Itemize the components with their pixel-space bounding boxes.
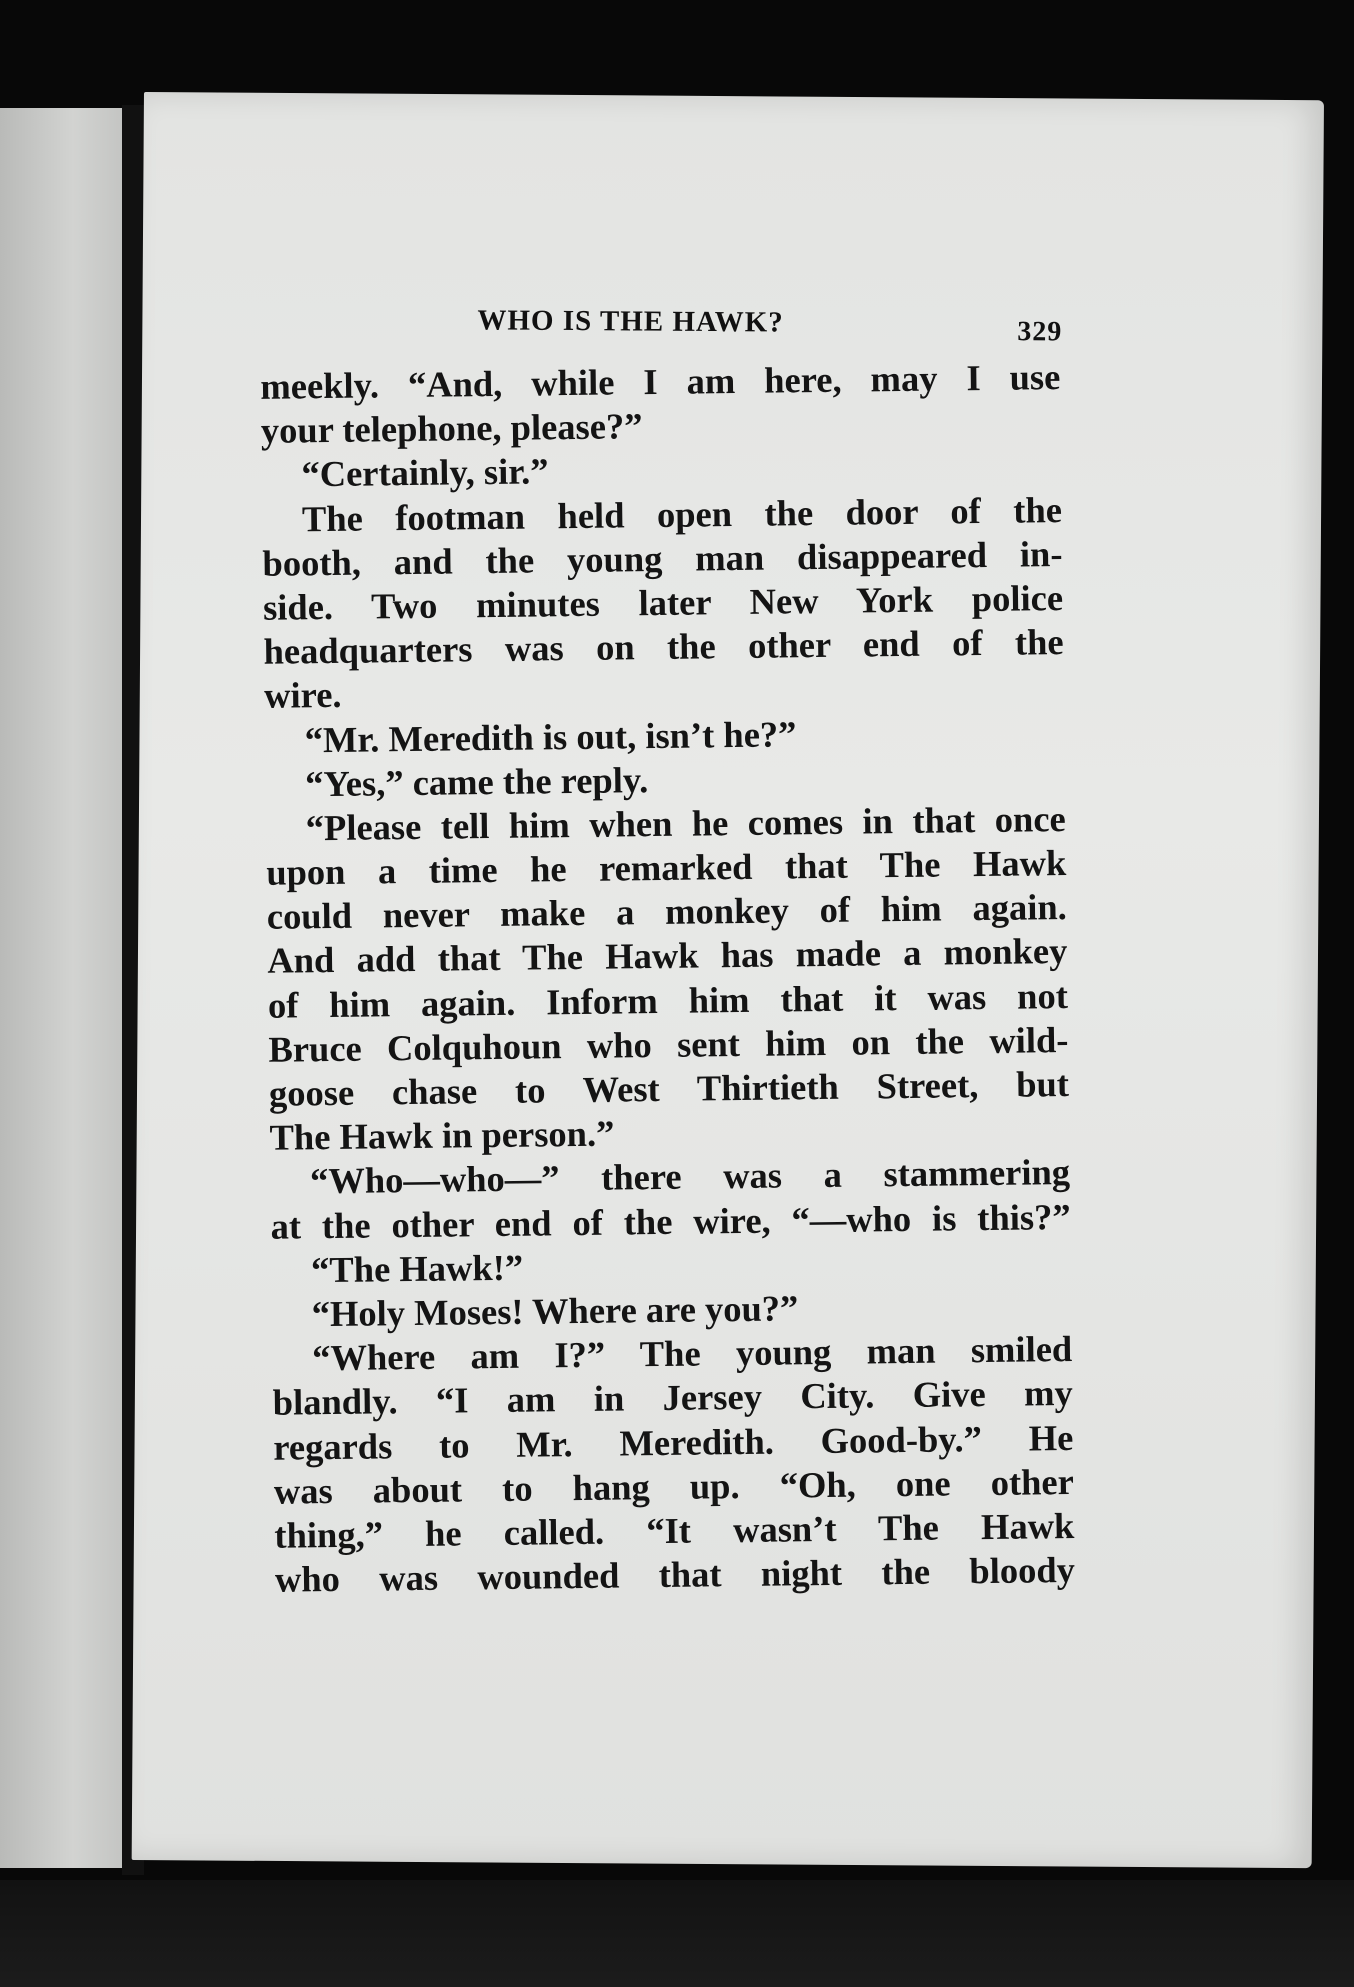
text-line: And add that The Hawk has made a monkey [267, 930, 1068, 982]
book-page [132, 92, 1324, 1868]
text-line: meekly. “And, while I am here, may I use [260, 356, 1061, 407]
text-line: “Please tell him when he comes in that once [305, 797, 1066, 849]
text-line: wire. [263, 674, 342, 717]
text-line: booth, and the young man disappeared in- [262, 532, 1063, 584]
text-line: “Yes,” came the reply. [304, 758, 649, 804]
text-line: goose chase to West Thirtieth Street, but [268, 1062, 1070, 1114]
text-line: blandly. “I am in Jersey City. Give my [272, 1372, 1073, 1424]
left-page-edge [0, 108, 122, 1868]
running-head-title: WHO IS THE HAWK? [477, 304, 784, 339]
text-line: regards to Mr. Meredith. Good-by.” He [273, 1416, 1074, 1468]
text-line: who was wounded that night the bloody [274, 1549, 1076, 1600]
text-line: your telephone, please?” [260, 405, 643, 451]
text-line: The Hawk in person.” [269, 1112, 615, 1158]
text-line: upon a time he remarked that The Hawk [266, 842, 1067, 893]
text-line: “Who—who—” there was a stammering [309, 1151, 1071, 1202]
running-head [477, 304, 1063, 354]
text-line: side. Two minutes later New York police [262, 576, 1064, 628]
text-line: thing,” he called. “It wasn’t The Hawk [274, 1504, 1075, 1556]
text-line: was about to hang up. “Oh, one other [273, 1460, 1075, 1512]
text-line: headquarters was on the other end of the [263, 621, 1064, 672]
text-line: could never make a monkey of him again. [266, 886, 1068, 938]
text-line: “Holy Moses! Where are you?” [311, 1287, 799, 1335]
text-line: “The Hawk!” [310, 1246, 524, 1291]
text-line: The footman held open the door of the [301, 488, 1063, 539]
text-line: Bruce Colquhoun who sent him on the wild- [268, 1018, 1069, 1070]
text-line: of him again. Inform him that it was not [267, 974, 1069, 1026]
text-line: at the other end of the wire, “—who is this?” [270, 1195, 1071, 1247]
text-line: “Mr. Meredith is out, isn’t he?” [304, 712, 797, 760]
text-line: “Certainly, sir.” [301, 450, 549, 495]
text-line: “Where am I?” The young man smiled [311, 1328, 1073, 1379]
page-number: 329 [1017, 316, 1063, 348]
body-text [260, 355, 1075, 1602]
scanner-bed [0, 1880, 1354, 1987]
